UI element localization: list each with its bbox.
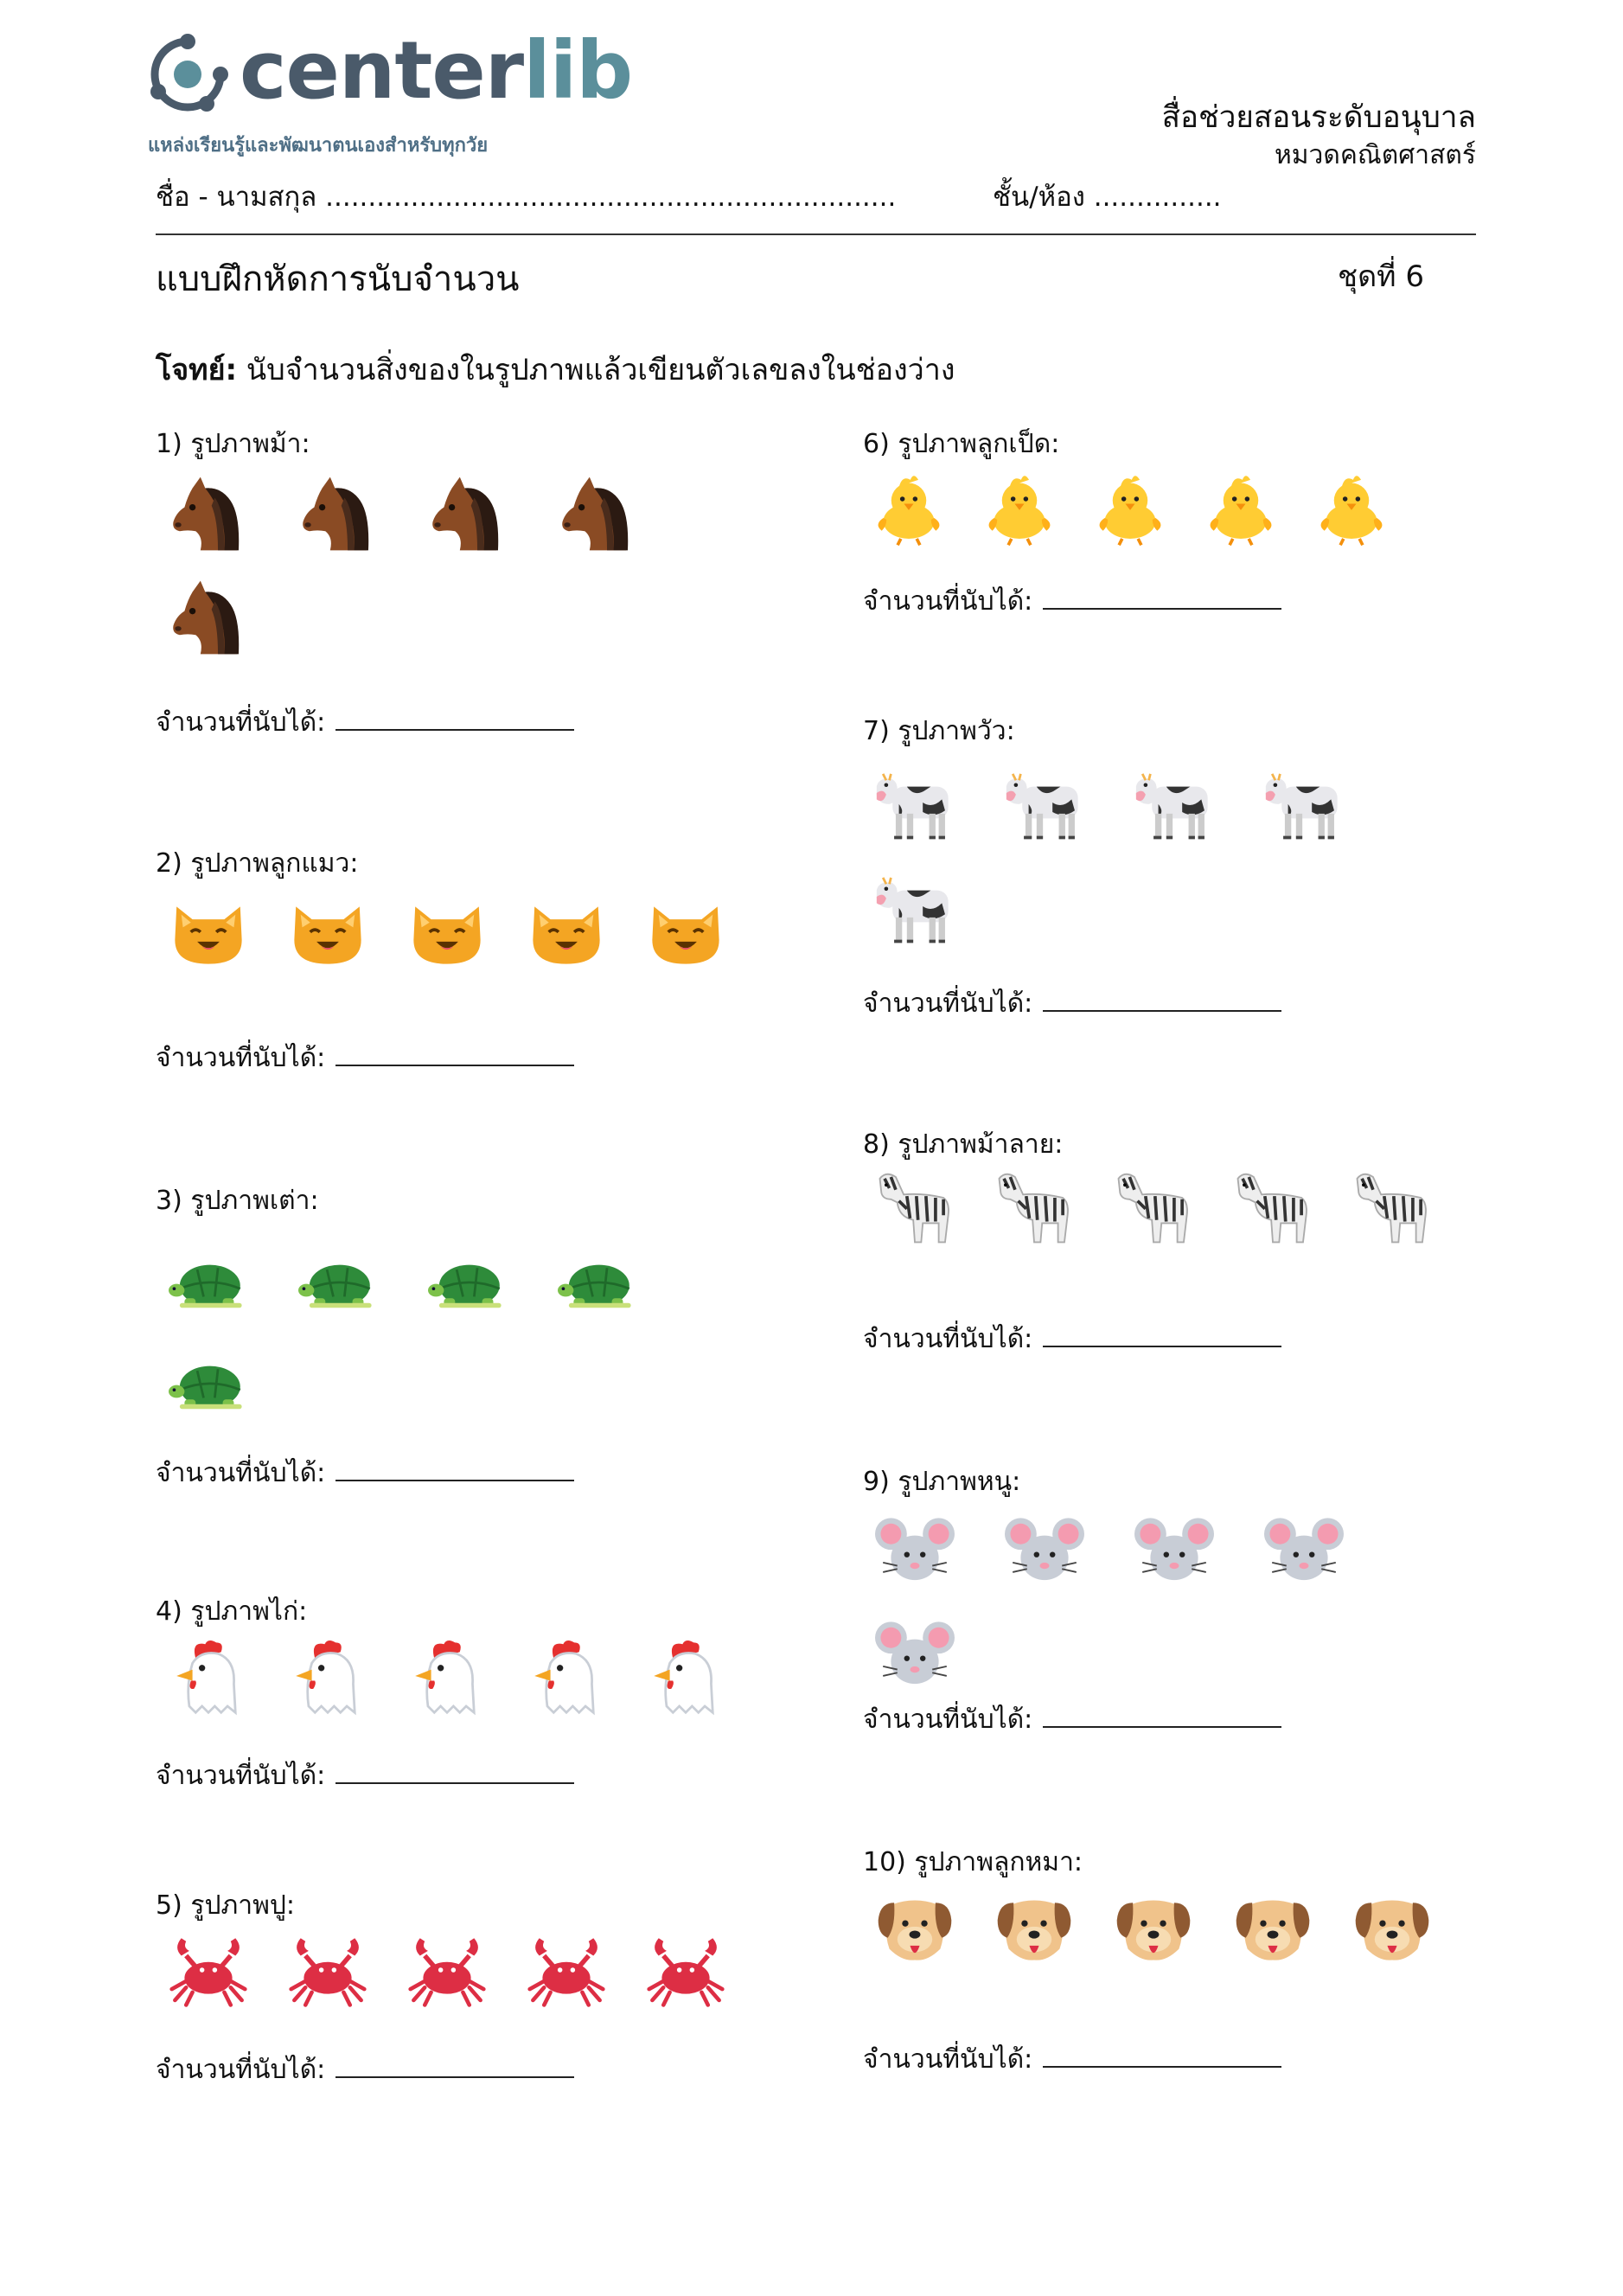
answer-blank[interactable] — [1043, 585, 1281, 610]
answer-label: จำนวนที่นับได้: — [156, 1761, 326, 1791]
doc-type: สื่อช่วยสอนระดับอนุบาล — [1161, 100, 1476, 135]
answer-line — [863, 1699, 1281, 1740]
set-number: ชุดที่ 6 — [1338, 259, 1425, 294]
answer-blank[interactable] — [1043, 988, 1281, 1012]
crab-icon — [288, 1930, 367, 2010]
instruction-label: โจทย์: — [156, 353, 238, 387]
chick-icon — [980, 469, 1059, 548]
class-field: ชั้น/ห้อง ............... — [993, 182, 1222, 213]
mouse-icon — [875, 1512, 955, 1591]
dog-icon — [1114, 1885, 1193, 1965]
chicken-icon — [288, 1636, 367, 1716]
dog-icon — [1352, 1885, 1432, 1965]
question-label: 1) รูปภาพม้า: — [156, 429, 310, 459]
horse-icon — [169, 578, 248, 657]
header-info — [1162, 97, 1476, 173]
answer-line — [863, 1319, 1281, 1359]
chicken-icon — [646, 1636, 725, 1716]
answer-label: จำนวนที่นับได้: — [156, 1458, 326, 1488]
question-label: 9) รูปภาพหนู: — [863, 1467, 1021, 1497]
logo-tagline: แหล่งเรียนรู้และพัฒนาตนเองสำหรับทุกวัย — [148, 135, 489, 157]
horse-icon — [428, 474, 508, 553]
answer-line — [156, 1453, 574, 1493]
cow-icon — [1005, 763, 1084, 842]
answer-line — [156, 702, 574, 743]
answer-blank[interactable] — [1043, 2043, 1281, 2068]
crab-icon — [646, 1930, 725, 2010]
horse-icon — [558, 474, 637, 553]
question-label: 6) รูปภาพลูกเป็ด: — [863, 429, 1060, 459]
cow-icon — [1264, 763, 1344, 842]
chick-icon — [1312, 469, 1391, 548]
turtle-icon — [558, 1241, 637, 1321]
zebra-icon — [1114, 1167, 1193, 1247]
chick-icon — [1090, 469, 1170, 548]
subject: หมวดคณิตศาสตร์ — [1274, 140, 1476, 170]
logo-mark-icon — [143, 29, 233, 119]
dog-icon — [994, 1885, 1074, 1965]
name-field: ชื่อ - นามสกุล ................................................................... — [156, 182, 897, 213]
answer-blank[interactable] — [335, 2054, 574, 2078]
answer-line — [863, 983, 1281, 1024]
chicken-icon — [169, 1636, 248, 1716]
answer-label: จำนวนที่นับได้: — [863, 586, 1033, 617]
dog-icon — [1233, 1885, 1313, 1965]
question-label: 7) รูปภาพวัว: — [863, 716, 1015, 746]
answer-label: จำนวนที่นับได้: — [863, 1704, 1033, 1735]
chick-icon — [869, 469, 949, 548]
cow-icon — [875, 867, 955, 946]
answer-blank[interactable] — [335, 1042, 574, 1066]
answer-line — [863, 581, 1281, 622]
answer-label: จำนวนที่นับได้: — [156, 1043, 326, 1073]
cat-icon — [646, 891, 725, 970]
answer-label: จำนวนที่นับได้: — [863, 1324, 1033, 1354]
instruction-text: นับจำนวนสิ่งของในรูปภาพแล้วเขียนตัวเลขลงในช่องว่าง — [237, 353, 955, 387]
question-label: 2) รูปภาพลูกแมว: — [156, 848, 359, 879]
dog-icon — [875, 1885, 955, 1965]
turtle-icon — [298, 1241, 378, 1321]
zebra-icon — [994, 1167, 1074, 1247]
turtle-icon — [169, 1342, 248, 1422]
mouse-icon — [875, 1615, 955, 1695]
mouse-icon — [1134, 1512, 1214, 1591]
crab-icon — [169, 1930, 248, 2010]
turtle-icon — [169, 1241, 248, 1321]
answer-label: จำนวนที่นับได้: — [156, 707, 326, 738]
worksheet-title: แบบฝึกหัดการนับจำนวน — [156, 259, 520, 299]
cat-icon — [527, 891, 606, 970]
cat-icon — [407, 891, 487, 970]
answer-blank[interactable] — [1043, 1704, 1281, 1728]
chicken-icon — [527, 1636, 606, 1716]
chicken-icon — [407, 1636, 487, 1716]
horse-icon — [298, 474, 378, 553]
answer-line — [156, 1756, 574, 1796]
horse-icon — [169, 474, 248, 553]
logo-wordmark: centerlib — [240, 24, 633, 117]
answer-line — [156, 1038, 574, 1078]
crab-icon — [407, 1930, 487, 2010]
instruction — [156, 346, 955, 393]
mouse-icon — [1264, 1512, 1344, 1591]
zebra-icon — [1233, 1167, 1313, 1247]
answer-label: จำนวนที่นับได้: — [863, 988, 1033, 1019]
turtle-icon — [428, 1241, 508, 1321]
question-label: 8) รูปภาพม้าลาย: — [863, 1129, 1064, 1160]
crab-icon — [527, 1930, 606, 2010]
answer-blank[interactable] — [335, 707, 574, 731]
zebra-icon — [1352, 1167, 1432, 1247]
answer-blank[interactable] — [335, 1760, 574, 1784]
cat-icon — [288, 891, 367, 970]
answer-line — [863, 2039, 1281, 2080]
question-label: 10) รูปภาพลูกหมา: — [863, 1847, 1083, 1877]
question-label: 3) รูปภาพเต่า: — [156, 1186, 319, 1216]
answer-blank[interactable] — [1043, 1323, 1281, 1347]
cat-icon — [169, 891, 248, 970]
question-label: 4) รูปภาพไก่: — [156, 1596, 308, 1627]
answer-label: จำนวนที่นับได้: — [156, 2055, 326, 2085]
zebra-icon — [875, 1167, 955, 1247]
mouse-icon — [1005, 1512, 1084, 1591]
question-label: 5) รูปภาพปู: — [156, 1890, 296, 1921]
answer-blank[interactable] — [335, 1457, 574, 1481]
cow-icon — [1134, 763, 1214, 842]
header-divider — [156, 233, 1476, 235]
answer-line — [156, 2050, 574, 2090]
answer-label: จำนวนที่นับได้: — [863, 2044, 1033, 2075]
cow-icon — [875, 763, 955, 842]
chick-icon — [1201, 469, 1281, 548]
